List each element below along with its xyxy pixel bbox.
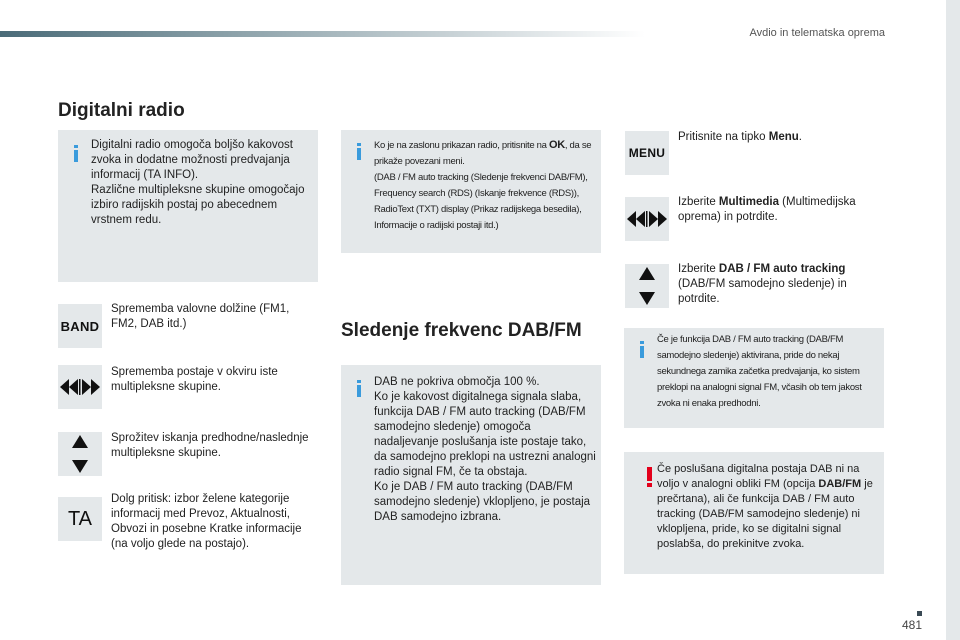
info-box-digital-radio bbox=[58, 130, 318, 282]
info-text: DAB ne pokriva območja 100 %. Ko je kakovost digitalnega signala slaba, funkcija DAB / FM auto tracking (DAB/FM samodejno sledenje) omogoča nadaljevanje poslušanja iste postaje tako, da samodejno preklopi na ustrezni analogni radio signal FM, če ta obstaja. Ko je DAB / FM auto tracking (DAB/FM samodejno sledenje) vklopljeno, je postaja DAB samodejno izbrana. bbox=[374, 376, 596, 523]
ta-label: TA bbox=[67, 507, 93, 530]
section-heading-dab-fm: Sledenje frekvenc DAB/FM bbox=[341, 320, 582, 341]
info-text: Če je funkcija DAB / FM auto tracking (DAB/FM samodejno sledenje) aktivirana, pride do nekaj sekundnega zamika začetka predvajanja, ko sistem preklopi na analogni signal FM, včasih ob tem jakost zvoka ni enaka predhodni. bbox=[657, 334, 862, 409]
up-down-button bbox=[58, 432, 102, 476]
band-description: Sprememba valovne dolžine (FM1, FM2, DAB itd.) bbox=[111, 303, 290, 330]
ta-button bbox=[58, 497, 102, 541]
warning-text: Če poslušana digitalna postaja DAB ni na voljo v analogni obliki FM (opcija DAB/FM je prečrtana), ali če funkcija DAB / FM auto tracking (DAB/FM samodejno sledenje) ni vklopljena, pride, ko se digitalni signal poslabša, do prekinitve zvoka. bbox=[657, 463, 873, 550]
info-text: Ko je na zaslonu prikazan radio, pritisnite na OK, da se prikaže povezani meni. (DAB / FM auto tracking (Sledenje frekvenci DAB/FM), Frequency search (RDS) (Iskanje frekvence (RDS)), RadioText (TXT) display (Prikaz radijskega besedila), Informacije o radijski postaji itd.) bbox=[374, 139, 592, 231]
up-down-description: Sprožitev iskanja predhodne/naslednje multipleksne skupine. bbox=[111, 432, 309, 459]
page-edge-strip bbox=[946, 0, 960, 640]
info-icon bbox=[640, 341, 644, 358]
page-marker bbox=[917, 611, 922, 616]
info-text: Digitalni radio omogoča boljšo kakovost zvoka in dodatne možnosti predvajanja informacij (TA INFO). Različne multipleksne skupine omogočajo izbiro radijskih postaj po abecednem vrstnem redu. bbox=[91, 139, 305, 226]
warning-box-signal-loss bbox=[624, 452, 884, 574]
info-icon bbox=[74, 145, 78, 162]
band-button bbox=[58, 304, 102, 348]
info-box-dab-tracking bbox=[341, 365, 601, 585]
up-down-arrows-icon bbox=[638, 267, 656, 305]
warning-icon bbox=[647, 467, 652, 487]
up-down-arrows-icon bbox=[71, 435, 89, 473]
seek-arrows-icon bbox=[60, 378, 100, 396]
page-title: Digitalni radio bbox=[58, 100, 185, 121]
info-box-tracking-delay bbox=[624, 328, 884, 428]
step-dab-tracking: Izberite DAB / FM auto tracking (DAB/FM samodejno sledenje) in potrdite. bbox=[678, 263, 847, 305]
info-icon bbox=[357, 380, 361, 397]
multimedia-seek-button bbox=[625, 197, 669, 241]
info-icon bbox=[357, 143, 361, 160]
band-label: BAND bbox=[60, 318, 100, 334]
seek-description: Sprememba postaje v okviru iste multipleksne skupine. bbox=[111, 366, 278, 393]
menu-label: MENU bbox=[628, 146, 666, 160]
step-multimedia: Izberite Multimedia (Multimedijska oprema) in potrdite. bbox=[678, 196, 856, 223]
seek-arrows-icon bbox=[627, 210, 667, 228]
header-bar bbox=[0, 31, 645, 37]
ta-description: Dolg pritisk: izbor želene kategorije informacij med Prevoz, Aktualnosti, Obvozi in posebne Kratke informacije (na voljo glede na postajo). bbox=[111, 493, 302, 550]
page-number: 481 bbox=[901, 618, 922, 632]
step-menu: Pritisnite na tipko Menu. bbox=[678, 131, 802, 143]
menu-button bbox=[625, 131, 669, 175]
dab-updown-button bbox=[625, 264, 669, 308]
info-box-menu bbox=[341, 130, 601, 253]
section-title: Avdio in telematska oprema bbox=[749, 27, 885, 39]
seek-button bbox=[58, 365, 102, 409]
